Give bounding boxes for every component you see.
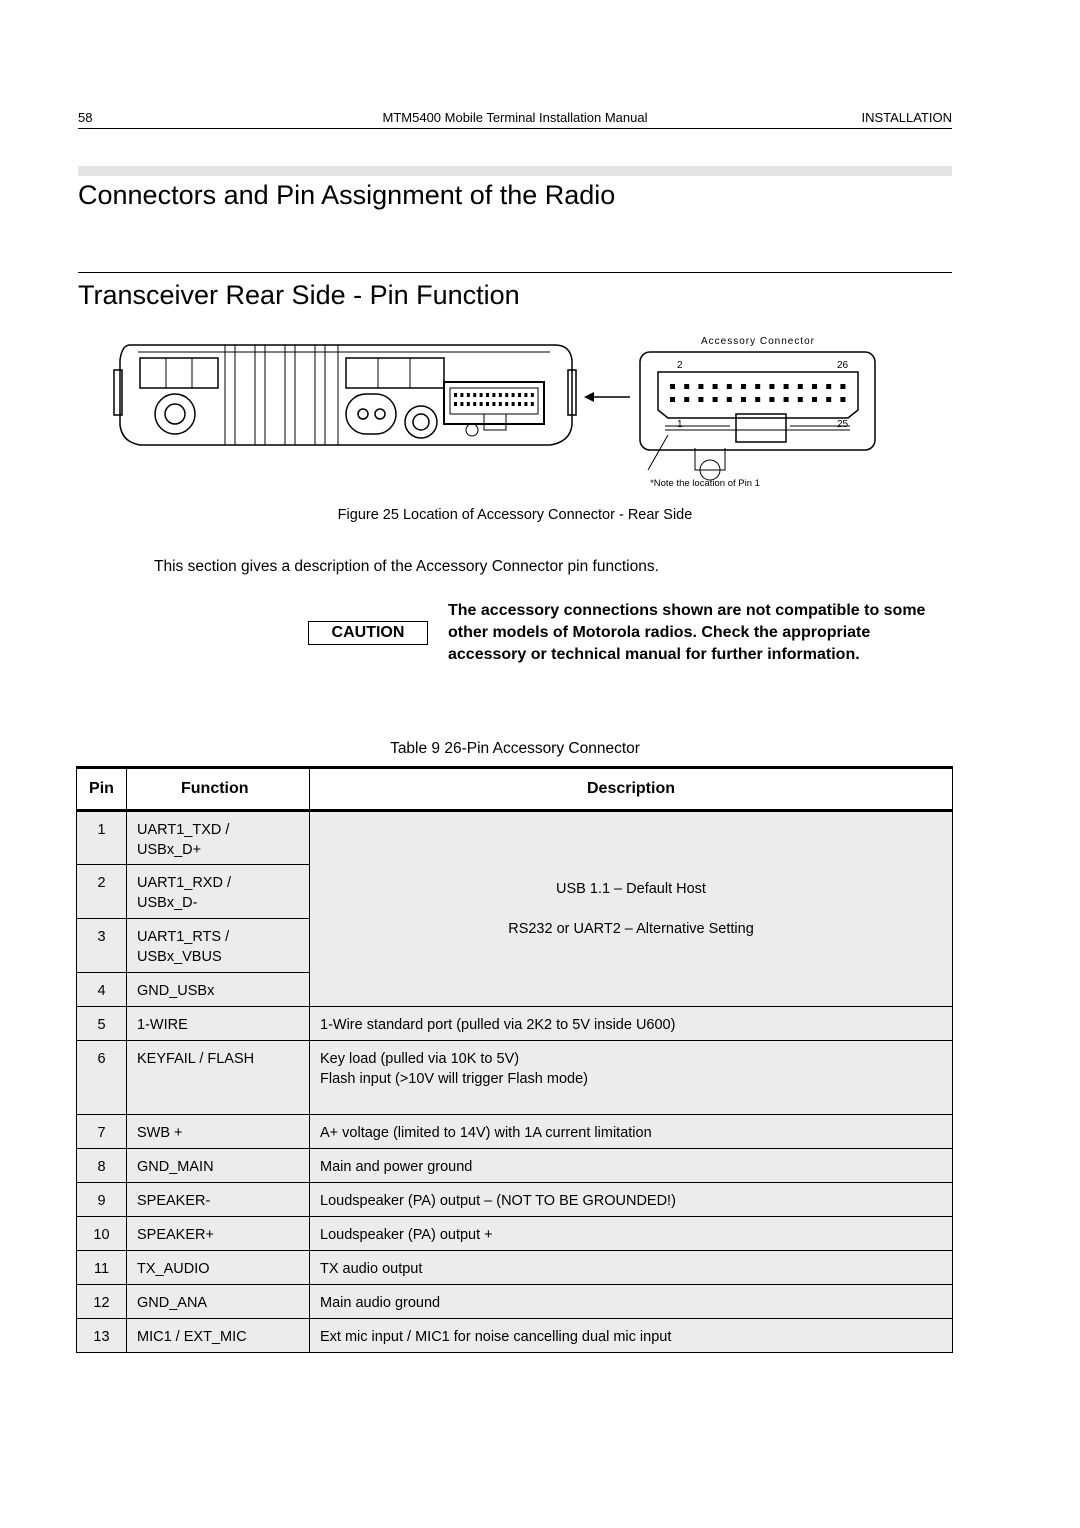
pin-number: 7 bbox=[77, 1115, 127, 1149]
pin-label-2: 2 bbox=[677, 360, 683, 371]
pointer-arrow bbox=[584, 392, 630, 402]
radio-connector-pin bbox=[524, 402, 527, 406]
pin-number: 10 bbox=[77, 1217, 127, 1251]
connector-pin bbox=[684, 384, 689, 389]
radio-connector-pin bbox=[460, 393, 463, 397]
connector-pin bbox=[698, 384, 703, 389]
connector-pin bbox=[713, 397, 718, 402]
caution-text: The accessory connections shown are not compatible to some other models of Motorola radios. Check the appropriate accessory or technical manual for further information. bbox=[448, 602, 926, 663]
connector-pin bbox=[826, 384, 831, 389]
connector-pin bbox=[670, 397, 675, 402]
radio-connector-pin bbox=[467, 393, 470, 397]
connector-pin bbox=[798, 397, 803, 402]
pin-description: Main and power ground bbox=[310, 1149, 953, 1183]
table-header-row bbox=[77, 768, 953, 811]
chapter-heading: Connectors and Pin Assignment of the Radio bbox=[78, 180, 616, 210]
radio-connector-pin bbox=[505, 393, 508, 397]
table-row bbox=[77, 1285, 953, 1319]
radio-connector-pin bbox=[499, 393, 502, 397]
section-name: INSTALLATION bbox=[861, 110, 952, 125]
intro-paragraph: This section gives a description of the Accessory Connector pin functions. bbox=[154, 558, 659, 575]
connector-pin bbox=[741, 397, 746, 402]
pin-label-26: 26 bbox=[837, 360, 849, 371]
radio-connector-pin bbox=[480, 402, 483, 406]
page-header bbox=[78, 108, 952, 129]
table-row bbox=[77, 1319, 953, 1353]
pin-function: UART1_TXD / USBx_D+ bbox=[127, 811, 310, 865]
radio-connector-pin bbox=[518, 393, 521, 397]
pin-number: 1 bbox=[77, 811, 127, 865]
pin-description: 1-Wire standard port (pulled via 2K2 to 5V inside U600) bbox=[310, 1007, 953, 1041]
radio-connector-pin bbox=[518, 402, 521, 406]
connector-pin bbox=[826, 397, 831, 402]
connector-pin bbox=[769, 397, 774, 402]
pin-function: SWB + bbox=[127, 1115, 310, 1149]
table-row bbox=[77, 811, 953, 865]
pin-number: 12 bbox=[77, 1285, 127, 1319]
pin-number: 5 bbox=[77, 1007, 127, 1041]
pin-function: KEYFAIL / FLASH bbox=[127, 1041, 310, 1115]
radio-connector-pin bbox=[480, 393, 483, 397]
radio-connector-pin bbox=[492, 402, 495, 406]
pin-function: GND_MAIN bbox=[127, 1149, 310, 1183]
heading-divider-bar bbox=[78, 166, 952, 176]
radio-connector-pin bbox=[505, 402, 508, 406]
pin-label-1: 1 bbox=[677, 419, 683, 430]
pin-function: 1-WIRE bbox=[127, 1007, 310, 1041]
table-row bbox=[77, 1115, 953, 1149]
connector-pin bbox=[713, 384, 718, 389]
section-heading: Transceiver Rear Side - Pin Function bbox=[78, 280, 520, 310]
radio-connector-pin bbox=[486, 402, 489, 406]
radio-connector-pin bbox=[524, 393, 527, 397]
radio-connector-pin bbox=[473, 393, 476, 397]
pin-function: TX_AUDIO bbox=[127, 1251, 310, 1285]
figure-caption: Figure 25 Location of Accessory Connector - Rear Side bbox=[337, 507, 693, 523]
pin-function: SPEAKER- bbox=[127, 1183, 310, 1217]
connector-pin bbox=[727, 397, 732, 402]
table-row bbox=[77, 1041, 953, 1115]
connector-pin bbox=[684, 397, 689, 402]
connector-pin bbox=[727, 384, 732, 389]
table-row bbox=[77, 1183, 953, 1217]
pin-number: 2 bbox=[77, 865, 127, 919]
radio-connector-pin bbox=[460, 402, 463, 406]
pin-function: UART1_RXD / USBx_D- bbox=[127, 865, 310, 919]
pin-function: SPEAKER+ bbox=[127, 1217, 310, 1251]
radio-connector-pin bbox=[531, 393, 534, 397]
radio-connector-pins bbox=[454, 393, 534, 406]
connector-pin bbox=[784, 384, 789, 389]
pin-description: Key load (pulled via 10K to 5V) Flash input (>10V will trigger Flash mode) bbox=[310, 1041, 953, 1115]
pin-number: 11 bbox=[77, 1251, 127, 1285]
pin-description: TX audio output bbox=[310, 1251, 953, 1285]
pin-number: 6 bbox=[77, 1041, 127, 1115]
radio-connector-pin bbox=[531, 402, 534, 406]
pin-description: Ext mic input / MIC1 for noise cancelling dual mic input bbox=[310, 1319, 953, 1353]
connector-pin bbox=[812, 397, 817, 402]
connector-pin bbox=[769, 384, 774, 389]
description-column-header: Description bbox=[310, 768, 953, 811]
usb-uart-description bbox=[310, 811, 953, 1007]
rear-side-figure bbox=[110, 330, 890, 500]
radio-connector-pin bbox=[512, 393, 515, 397]
radio-connector-pin bbox=[473, 402, 476, 406]
pin-label-25: 25 bbox=[837, 419, 849, 430]
pin-function: MIC1 / EXT_MIC bbox=[127, 1319, 310, 1353]
pin-number: 9 bbox=[77, 1183, 127, 1217]
page-number: 58 bbox=[78, 110, 93, 125]
pin-description: Loudspeaker (PA) output – (NOT TO BE GROUNDED!) bbox=[310, 1183, 953, 1217]
merged-desc-line1: USB 1.1 – Default Host bbox=[556, 881, 706, 897]
connector-pin bbox=[698, 397, 703, 402]
connector-pin bbox=[840, 397, 845, 402]
table-caption: Table 9 26-Pin Accessory Connector bbox=[390, 740, 640, 757]
radio-connector-pin bbox=[454, 393, 457, 397]
manual-title: MTM5400 Mobile Terminal Installation Manual bbox=[382, 110, 648, 125]
pin-number: 4 bbox=[77, 973, 127, 1007]
table-row bbox=[77, 1251, 953, 1285]
connector-pin bbox=[741, 384, 746, 389]
connector-pin bbox=[798, 384, 803, 389]
connector-pin bbox=[784, 397, 789, 402]
pin-number: 8 bbox=[77, 1149, 127, 1183]
radio-connector-pin bbox=[454, 402, 457, 406]
radio-connector-pin bbox=[467, 402, 470, 406]
pin-function: UART1_RTS / USBx_VBUS bbox=[127, 919, 310, 973]
pin-description: A+ voltage (limited to 14V) with 1A current limitation bbox=[310, 1115, 953, 1149]
merged-desc-line2: RS232 or UART2 – Alternative Setting bbox=[508, 921, 754, 937]
pin-function: GND_ANA bbox=[127, 1285, 310, 1319]
section-divider bbox=[78, 272, 952, 273]
function-column-header: Function bbox=[127, 768, 310, 811]
pin-number: 13 bbox=[77, 1319, 127, 1353]
connector-pin bbox=[755, 397, 760, 402]
pin-column-header: Pin bbox=[77, 768, 127, 811]
accessory-connector-drawing bbox=[640, 352, 875, 480]
connector-pin bbox=[812, 384, 817, 389]
pin-table bbox=[76, 766, 953, 1353]
table-row bbox=[77, 1149, 953, 1183]
radio-connector-pin bbox=[499, 402, 502, 406]
radio-connector-pin bbox=[486, 393, 489, 397]
pin-description: Main audio ground bbox=[310, 1285, 953, 1319]
table-row bbox=[77, 1217, 953, 1251]
radio-connector-pin bbox=[512, 402, 515, 406]
radio-connector-pin bbox=[492, 393, 495, 397]
pin1-note: *Note the location of Pin 1 bbox=[650, 478, 760, 489]
caution-label: CAUTION bbox=[308, 621, 428, 645]
connector-title: Accessory Connector bbox=[700, 336, 816, 347]
connector-pin bbox=[840, 384, 845, 389]
pin-number: 3 bbox=[77, 919, 127, 973]
connector-pin bbox=[670, 384, 675, 389]
accessory-connector-pins bbox=[670, 384, 845, 402]
connector-pin bbox=[755, 384, 760, 389]
table-row bbox=[77, 1007, 953, 1041]
pin-description: Loudspeaker (PA) output + bbox=[310, 1217, 953, 1251]
pin-function: GND_USBx bbox=[127, 973, 310, 1007]
